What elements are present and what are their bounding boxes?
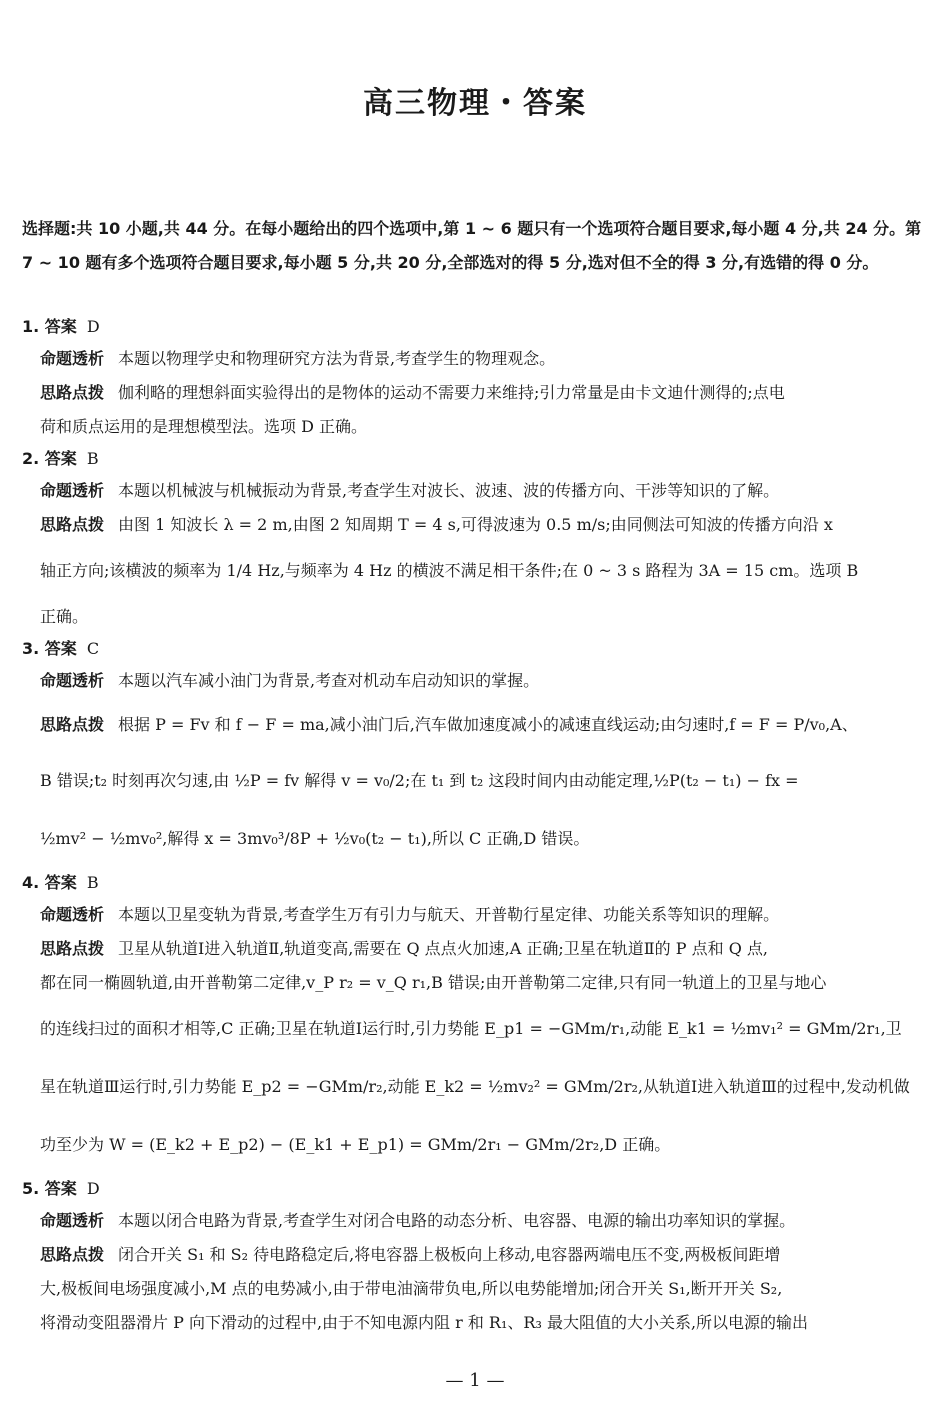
page-number: — 1 — [445, 1370, 505, 1391]
answer-label: 答案 [44, 873, 77, 892]
page-title: 高三物理・答案 [363, 86, 587, 121]
question-5 [22, 1174, 928, 1340]
hint-line: 的连线扫过的面积才相等,C 正确;卫星在轨道Ⅰ运行时,引力势能 E_p1 = −GMm/r₁,动能 E_k1 = ½mv₁² = GMm/2r₁,卫 [40, 1019, 902, 1038]
answer-letter: B [86, 873, 99, 892]
hint-label: 思路点拨 [40, 939, 105, 958]
insight-text: 本题以物理学史和物理研究方法为背景,考查学生的物理观念。 [118, 349, 556, 368]
answer-letter: C [86, 639, 100, 658]
hint-label: 思路点拨 [40, 1245, 105, 1264]
insight-row [40, 474, 928, 508]
hint-line: 将滑动变阻器滑片 P 向下滑动的过程中,由于不知电源内阻 r 和 R₁、R₃ 最大阻值的大小关系,所以电源的输出 [40, 1313, 809, 1332]
insight-label: 命题透析 [40, 1211, 105, 1230]
hint-line: 功至少为 W = (E_k2 + E_p2) − (E_k1 + E_p1) = GMm/2r₁ − GMm/2r₂,D 正确。 [40, 1135, 671, 1154]
hint-label: 思路点拨 [40, 383, 105, 402]
answer-line [22, 868, 928, 898]
hint-label: 思路点拨 [40, 715, 105, 734]
hint-line: 大,极板间电场强度减小,M 点的电势减小,由于带电油滴带负电,所以电势能增加;闭合开关 S₁,断开开关 S₂, [40, 1279, 783, 1298]
question-4 [22, 868, 928, 1174]
insight-text: 本题以汽车减小油门为背景,考查对机动车启动知识的掌握。 [118, 671, 540, 690]
answer-line [22, 1174, 928, 1204]
question-number: 4. [22, 873, 40, 892]
hint-line: 根据 P = Fv 和 f − F = ma,减小油门后,汽车做加速度减小的减速直线运动;由匀速时,f = F = P/v₀,A、 [118, 715, 858, 734]
hint-line: B 错误;t₂ 时刻再次匀速,由 ½P = fv 解得 v = v₀/2;在 t₁ 到 t₂ 这段时间内由动能定理,½P(t₂ − t₁) − fx = [40, 771, 799, 790]
insight-label: 命题透析 [40, 481, 105, 500]
answer-list [22, 312, 928, 1340]
hint-line: ½mv² − ½mv₀²,解得 x = 3mv₀³/8P + ½v₀(t₂ − t₁),所以 C 正确,D 错误。 [40, 829, 590, 848]
hint-row [40, 376, 928, 410]
hint-line: 正确。 [40, 607, 89, 626]
section-intro: 选择题:共 10 小题,共 44 分。在每小题给出的四个选项中,第 1 ~ 6 题只有一个选项符合题目要求,每小题 4 分,共 24 分。第 7 ~ 10 题有多个选项符合题目要求,每小题 5 分,共 20 分,全部选对的得 5 分,选对但不全的得 3 分,有选错的得 0 分。 [22, 219, 922, 272]
hint-line: 都在同一椭圆轨道,由开普勒第二定律,v_P r₂ = v_Q r₁,B 错误;由开普勒第二定律,只有同一轨道上的卫星与地心 [40, 973, 827, 992]
answer-line [22, 444, 928, 474]
answer-label: 答案 [44, 1179, 77, 1198]
answer-label: 答案 [44, 449, 77, 468]
hint-line: 荷和质点运用的是理想模型法。选项 D 正确。 [40, 417, 368, 436]
question-number: 5. [22, 1179, 40, 1198]
hint-line: 闭合开关 S₁ 和 S₂ 待电路稳定后,将电容器上极板向上移动,电容器两端电压不变,两极板间距增 [118, 1245, 781, 1264]
hint-label: 思路点拨 [40, 515, 105, 534]
hint-row [40, 932, 928, 966]
question-1 [22, 312, 928, 444]
answer-letter: D [86, 317, 100, 336]
hint-line: 轴正方向;该横波的频率为 1/4 Hz,与频率为 4 Hz 的横波不满足相干条件;在 0 ~ 3 s 路程为 3A = 15 cm。选项 B [40, 561, 859, 580]
answer-label: 答案 [44, 317, 77, 336]
insight-text: 本题以闭合电路为背景,考查学生对闭合电路的动态分析、电容器、电源的输出功率知识的掌握。 [118, 1211, 796, 1230]
answer-label: 答案 [44, 639, 77, 658]
question-3 [22, 634, 928, 868]
insight-row [40, 898, 928, 932]
insight-row [40, 342, 928, 376]
hint-line: 伽利略的理想斜面实验得出的是物体的运动不需要力来维持;引力常量是由卡文迪什测得的;点电 [118, 383, 785, 402]
hint-line: 卫星从轨道Ⅰ进入轨道Ⅱ,轨道变高,需要在 Q 点点火加速,A 正确;卫星在轨道Ⅱ的 P 点和 Q 点, [118, 939, 768, 958]
answer-line [22, 634, 928, 664]
answer-line [22, 312, 928, 342]
hint-row [40, 508, 928, 542]
hint-line: 由图 1 知波长 λ = 2 m,由图 2 知周期 T = 4 s,可得波速为 0.5 m/s;由同侧法可知波的传播方向沿 x [118, 515, 833, 534]
insight-label: 命题透析 [40, 905, 105, 924]
insight-row [40, 664, 928, 698]
insight-text: 本题以机械波与机械振动为背景,考查学生对波长、波速、波的传播方向、干涉等知识的了解。 [118, 481, 780, 500]
question-number: 3. [22, 639, 40, 658]
question-number: 2. [22, 449, 40, 468]
question-number: 1. [22, 317, 40, 336]
insight-row [40, 1204, 928, 1238]
insight-text: 本题以卫星变轨为背景,考查学生万有引力与航天、开普勒行星定律、功能关系等知识的理解。 [118, 905, 780, 924]
hint-row [40, 1238, 928, 1272]
answer-letter: D [86, 1179, 100, 1198]
answer-letter: B [86, 449, 99, 468]
insight-label: 命题透析 [40, 671, 105, 690]
question-2 [22, 444, 928, 634]
hint-line: 星在轨道Ⅲ运行时,引力势能 E_p2 = −GMm/r₂,动能 E_k2 = ½mv₂² = GMm/2r₂,从轨道Ⅰ进入轨道Ⅲ的过程中,发动机做 [40, 1077, 910, 1096]
insight-label: 命题透析 [40, 349, 105, 368]
hint-row [40, 698, 928, 752]
